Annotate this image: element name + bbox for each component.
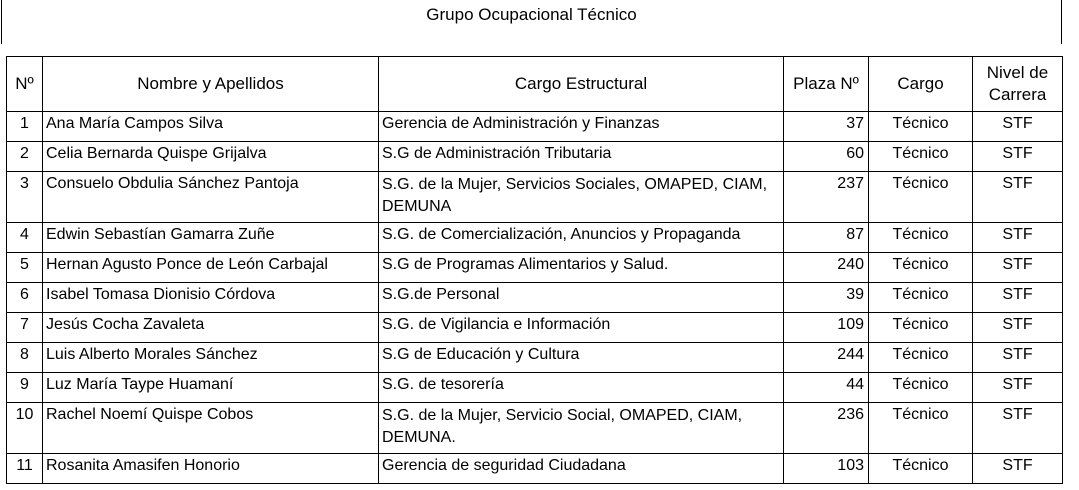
cell-nombre: Isabel Tomasa Dionisio Córdova (43, 283, 379, 313)
cell-no: 11 (7, 454, 43, 484)
cell-nivel: STF (973, 454, 1063, 484)
header-nivel-line1: Nivel de (986, 63, 1049, 82)
cell-nombre: Consuelo Obdulia Sánchez Pantoja (43, 172, 379, 223)
cell-no: 8 (7, 343, 43, 373)
cell-no: 9 (7, 373, 43, 403)
cell-plaza: 103 (784, 454, 869, 484)
cell-nombre: Rachel Noemí Quispe Cobos (43, 403, 379, 454)
cell-nombre: Edwin Sebastían Gamarra Zuñe (43, 223, 379, 253)
cell-cargo-estructural-text: S.G. de la Mujer, Servicios Sociales, OMAPED, CIAM, DEMUNA (382, 176, 768, 215)
cell-nivel: STF (973, 112, 1063, 142)
cell-plaza: 60 (784, 142, 869, 172)
cell-cargo: Técnico (869, 112, 973, 142)
cell-no: 1 (7, 112, 43, 142)
cell-nivel: STF (973, 313, 1063, 343)
cell-nivel: STF (973, 142, 1063, 172)
header-nivel (973, 57, 1063, 112)
cell-no: 7 (7, 313, 43, 343)
table-row (7, 373, 1063, 403)
cell-cargo-estructural: S.G. de Vigilancia e Información (379, 313, 784, 343)
cell-nombre: Jesús Cocha Zavaleta (43, 313, 379, 343)
cell-cargo-estructural: Gerencia de seguridad Ciudadana (379, 454, 784, 484)
cell-cargo-estructural: S.G de Administración Tributaria (379, 142, 784, 172)
cell-cargo: Técnico (869, 343, 973, 373)
cell-plaza: 244 (784, 343, 869, 373)
cell-no: 3 (7, 172, 43, 223)
table-row (7, 313, 1063, 343)
personnel-table (6, 56, 1063, 484)
cell-cargo: Técnico (869, 313, 973, 343)
cell-nombre: Ana María Campos Silva (43, 112, 379, 142)
cell-plaza: 109 (784, 313, 869, 343)
cell-nombre: Celia Bernarda Quispe Grijalva (43, 142, 379, 172)
cell-plaza: 236 (784, 403, 869, 454)
table-row (7, 172, 1063, 223)
cell-plaza: 37 (784, 112, 869, 142)
header-nivel-line2: Carrera (988, 85, 1047, 104)
table-row (7, 142, 1063, 172)
cell-cargo-estructural: Gerencia de Administración y Finanzas (379, 112, 784, 142)
cell-cargo: Técnico (869, 403, 973, 454)
table-row (7, 454, 1063, 484)
cell-nombre: Rosanita Amasifen Honorio (43, 454, 379, 484)
cell-cargo: Técnico (869, 253, 973, 283)
table-row (7, 283, 1063, 313)
cell-cargo: Técnico (869, 172, 973, 223)
cell-plaza: 237 (784, 172, 869, 223)
table-row (7, 253, 1063, 283)
cell-cargo: Técnico (869, 223, 973, 253)
cell-cargo-estructural (379, 172, 784, 223)
table-row (7, 403, 1063, 454)
cell-nivel: STF (973, 283, 1063, 313)
cell-nombre: Luz María Taype Huamaní (43, 373, 379, 403)
cell-cargo: Técnico (869, 142, 973, 172)
cell-nivel: STF (973, 172, 1063, 223)
cell-nivel: STF (973, 343, 1063, 373)
cell-nivel: STF (973, 403, 1063, 454)
cell-nombre: Luis Alberto Morales Sánchez (43, 343, 379, 373)
cell-no: 10 (7, 403, 43, 454)
cell-cargo: Técnico (869, 454, 973, 484)
cell-cargo: Técnico (869, 373, 973, 403)
cell-nivel: STF (973, 253, 1063, 283)
cell-cargo-estructural (379, 403, 784, 454)
table-row (7, 343, 1063, 373)
cell-no: 4 (7, 223, 43, 253)
cell-plaza: 39 (784, 283, 869, 313)
cell-no: 5 (7, 253, 43, 283)
cell-plaza: 87 (784, 223, 869, 253)
cell-cargo-estructural: S.G. de Comercialización, Anuncios y Propaganda (379, 223, 784, 253)
cell-no: 6 (7, 283, 43, 313)
cell-cargo-estructural-text: S.G. de la Mujer, Servicio Social, OMAPED, CIAM, DEMUNA. (382, 407, 743, 446)
cell-cargo-estructural: S.G de Programas Alimentarios y Salud. (379, 253, 784, 283)
cell-no: 2 (7, 142, 43, 172)
cell-cargo-estructural: S.G.de Personal (379, 283, 784, 313)
table-row (7, 223, 1063, 253)
cell-cargo: Técnico (869, 283, 973, 313)
header-row (7, 57, 1063, 112)
header-cargo-estructural: Cargo Estructural (379, 57, 784, 112)
header-cargo: Cargo (869, 57, 973, 112)
table-row (7, 112, 1063, 142)
cell-plaza: 240 (784, 253, 869, 283)
cell-nombre: Hernan Agusto Ponce de León Carbajal (43, 253, 379, 283)
cell-plaza: 44 (784, 373, 869, 403)
cell-cargo-estructural: S.G. de tesorería (379, 373, 784, 403)
cell-cargo-estructural: S.G de Educación y Cultura (379, 343, 784, 373)
table-title: Grupo Ocupacional Técnico (1, 0, 1062, 44)
header-plaza: Plaza Nº (784, 57, 869, 112)
header-no: Nº (7, 57, 43, 112)
header-nombre: Nombre y Apellidos (43, 57, 379, 112)
cell-nivel: STF (973, 373, 1063, 403)
cell-nivel: STF (973, 223, 1063, 253)
